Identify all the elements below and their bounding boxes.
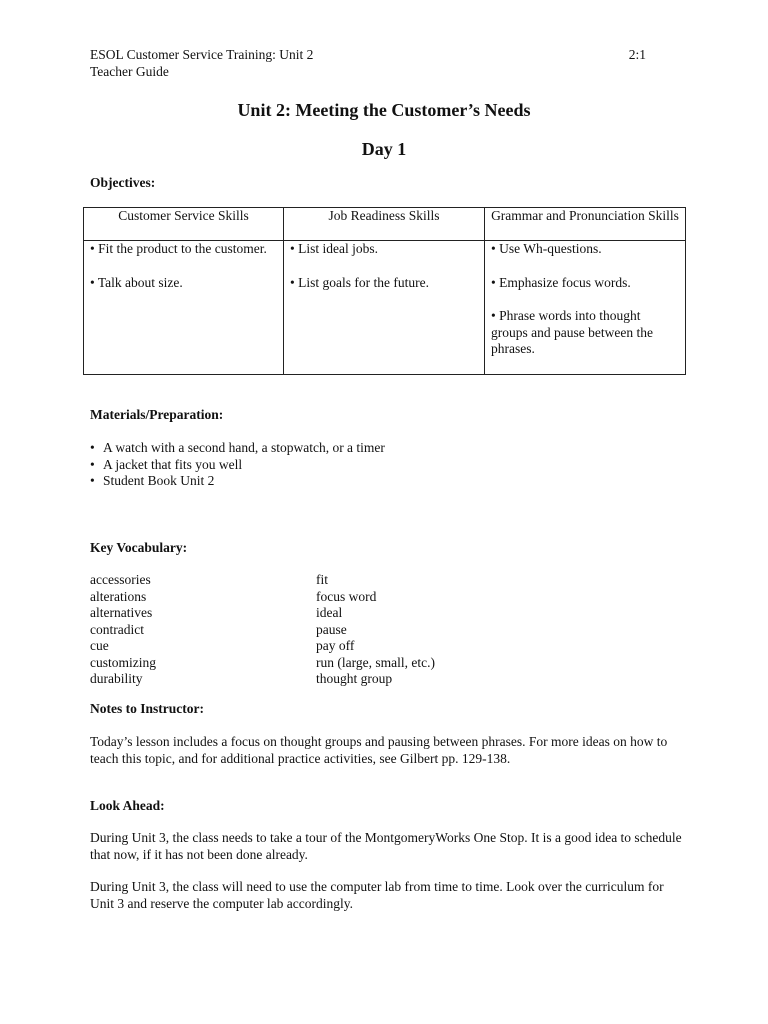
list-item: • Student Book Unit 2 [90,473,690,490]
vocab-word: focus word [316,588,377,604]
objective-item: • Fit the product to the customer. [90,241,267,256]
course-title: ESOL Customer Service Training: Unit 2 [90,47,314,62]
vocabulary-column-2 [316,572,516,688]
notes-heading: Notes to Instructor: [90,701,204,716]
column-header-grammar: Grammar and Pronunciation Skills [485,208,686,241]
look-ahead-heading: Look Ahead: [90,798,165,813]
vocab-word: contradict [90,621,144,637]
table-header-row [84,208,686,241]
job-readiness-cell [284,241,485,375]
list-item: • A watch with a second hand, a stopwatch, or a timer [90,440,690,457]
look-ahead-paragraph-2: During Unit 3, the class will need to use the computer lab from time to time. Look over the curriculum for Unit 3 and reserve the computer lab accordingly. [90,879,664,911]
vocab-word: pay off [316,638,355,653]
vocab-word: alternatives [90,605,153,620]
objective-item: • Phrase words into thought groups and pause between the phrases. [491,308,653,356]
column-header-job-readiness: Job Readiness Skills [284,208,485,241]
vocab-word: thought group [316,671,393,686]
vocab-word: fit [316,572,328,587]
vocab-word: ideal [316,605,343,620]
vocab-word: alterations [90,588,147,604]
objectives-table [83,207,686,375]
notes-paragraph: Today’s lesson includes a focus on thought groups and pausing between phrases. For more ideas on how to teach this topic, and for additional practice activities, see Gilbert pp. 129-138. [90,734,668,766]
customer-service-cell [84,241,284,375]
unit-title: Unit 2: Meeting the Customer’s Needs [237,100,531,120]
column-header-customer-service: Customer Service Skills [84,208,284,241]
materials-list [90,440,690,490]
day-heading: Day 1 [361,139,407,159]
materials-heading: Materials/Preparation: [90,407,224,422]
objective-item: • Talk about size. [90,274,183,290]
running-header [90,47,313,80]
vocab-word: run (large, small, etc.) [316,654,435,670]
look-ahead-paragraph-1: During Unit 3, the class needs to take a tour of the MontgomeryWorks One Stop. It is a good idea to schedule that now, if it has not been done already. [90,830,682,862]
vocabulary-column-1 [90,572,290,688]
vocab-word: pause [316,621,347,637]
objective-item: • List ideal jobs. [290,241,378,256]
objectives-heading: Objectives: [90,175,156,190]
table-row [84,241,686,375]
page-number: 2:1 [628,47,646,62]
vocabulary-heading: Key Vocabulary: [90,540,188,555]
objective-item: • List goals for the future. [290,274,429,290]
objective-item: • Use Wh-questions. [491,241,602,256]
vocab-word: cue [90,638,109,653]
guide-label: Teacher Guide [90,63,169,79]
grammar-cell [485,241,686,375]
list-item: • A jacket that fits you well [90,457,690,474]
objective-item: • Emphasize focus words. [491,274,631,290]
vocab-word: durability [90,671,143,686]
vocab-word: customizing [90,654,156,670]
vocab-word: accessories [90,572,151,587]
